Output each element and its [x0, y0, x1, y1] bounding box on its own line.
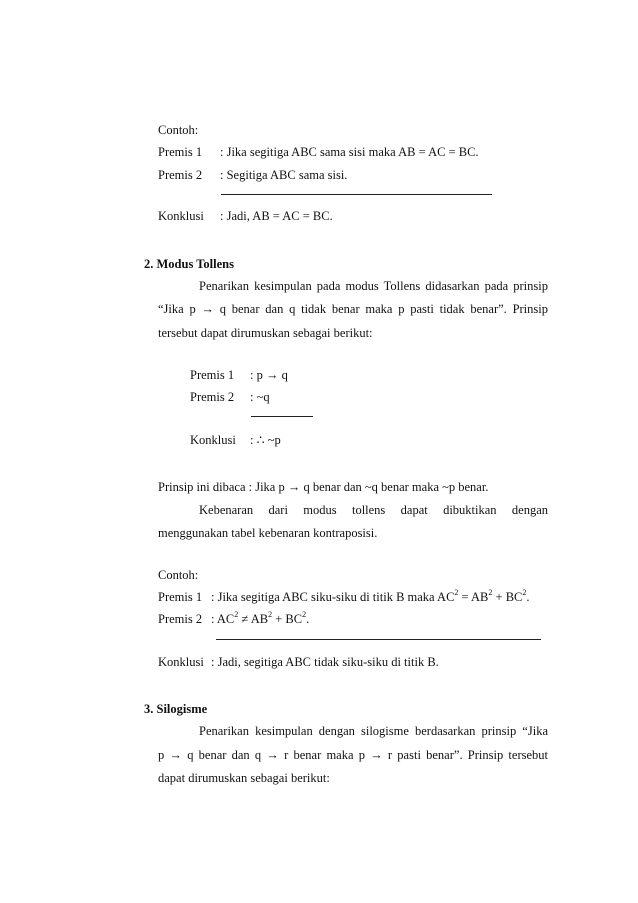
- premise-2-text: : Segitiga ABC sama sisi.: [220, 168, 348, 182]
- section-title: 2. Modus Tollens: [144, 257, 234, 271]
- example-heading: Contoh:: [158, 568, 199, 582]
- paragraph-line: menggunakan tabel kebenaran kontraposisi.: [158, 526, 378, 540]
- reading-line: Prinsip ini dibaca : Jika p → q benar dan ~q benar maka ~p benar.: [158, 480, 489, 494]
- conclusion-label: Konklusi: [158, 209, 204, 223]
- premise-2-label: Premis 2: [158, 612, 203, 626]
- paragraph-line: tersebut dapat dirumuskan sebagai berikut:: [158, 326, 373, 340]
- premise-2-text: : ~q: [250, 390, 270, 404]
- paragraph-line: dapat dirumuskan sebagai berikut:: [158, 771, 330, 785]
- conclusion-rule: [251, 416, 313, 417]
- paragraph-line: Kebenaran dari modus tollens dapat dibuktikan dengan: [199, 503, 548, 517]
- premise-2-text: : $AC^2 \ne AB^2 + BC^2$.: [211, 610, 310, 626]
- conclusion-rule: [221, 194, 492, 195]
- premise-1-text: : p → q: [250, 368, 288, 382]
- conclusion-label: Konklusi: [158, 655, 204, 669]
- premise-1-label: Premis 1: [158, 590, 203, 604]
- premise-2-label: Premis 2: [190, 390, 235, 404]
- conclusion-rule: [216, 639, 541, 640]
- conclusion-label: Konklusi: [190, 433, 236, 447]
- section-title: 3. Silogisme: [144, 702, 208, 716]
- paragraph-line: p → q benar dan q → r benar maka p → r pasti benar”. Prinsip tersebut: [158, 748, 548, 762]
- conclusion-text: : Jadi, segitiga ABC tidak siku-siku di titik B.: [211, 655, 439, 669]
- premise-2-label: Premis 2: [158, 168, 203, 182]
- example-heading: Contoh:: [158, 123, 199, 137]
- conclusion-text: : ∴ ~p: [250, 433, 281, 447]
- premise-1-text: : Jika segitiga ABC siku-siku di titik B maka $AC^2 = AB^2 + BC^2$.: [211, 588, 530, 604]
- premise-1-label: Premis 1: [158, 145, 203, 159]
- premise-1-label: Premis 1: [190, 368, 235, 382]
- premise-1-text: : Jika segitiga ABC sama sisi maka AB = AC = BC.: [220, 145, 479, 159]
- conclusion-text: : Jadi, AB = AC = BC.: [220, 209, 333, 223]
- paragraph-line: “Jika p → q benar dan q tidak benar maka p pasti tidak benar”. Prinsip: [158, 302, 548, 316]
- paragraph-line: Penarikan kesimpulan dengan silogisme berdasarkan prinsip “Jika: [199, 724, 548, 738]
- paragraph-line: Penarikan kesimpulan pada modus Tollens didasarkan pada prinsip: [199, 279, 548, 293]
